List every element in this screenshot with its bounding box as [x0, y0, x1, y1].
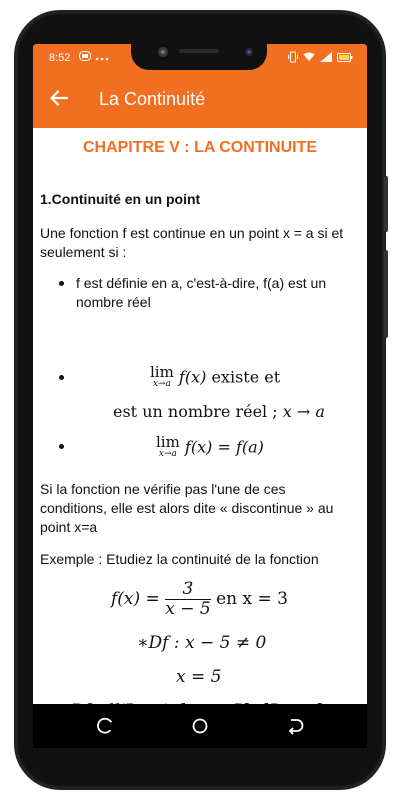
bullet-item-2-line-2	[113, 402, 325, 421]
example-heading: Exemple : Etudiez la continuité de la fonction	[40, 551, 319, 567]
equation-x-equals-5: x = 5	[176, 667, 222, 687]
back-button[interactable]	[45, 86, 73, 114]
battery-icon	[337, 53, 353, 65]
bullet-item-2-line-1	[150, 363, 281, 390]
recent-apps-icon[interactable]	[95, 716, 115, 736]
home-icon[interactable]	[190, 716, 210, 736]
camera-notch	[131, 44, 267, 70]
intro-paragraph: Une fonction f est continue en un point x = a si et seulement si :	[40, 225, 344, 260]
power-button	[384, 176, 388, 232]
real-number-text: est un nombre réel ;	[113, 402, 278, 421]
chapter-title: CHAPITRE V : LA CONTINUITE	[82, 139, 318, 156]
bullet-marker	[59, 375, 67, 383]
status-left-icons	[79, 51, 109, 64]
wifi-icon	[303, 52, 315, 65]
screen	[33, 44, 367, 748]
system-nav-bar	[33, 704, 367, 748]
function-fx: f(x)	[184, 437, 213, 457]
equation-domain-condition: ∗Df : x − 5 ≠ 0	[137, 633, 267, 653]
function-fx: f(x)	[178, 367, 207, 387]
exists-text: existe et	[211, 367, 281, 387]
fraction-numerator: 3	[165, 580, 210, 600]
discontinuity-paragraph: Si la fonction ne vérifie pas l'une de ces conditions, elle est alors dite « discontinue » au point x=a	[40, 481, 334, 535]
bullet-item-3	[156, 433, 264, 460]
notification-badge-icon	[79, 51, 91, 64]
eq1-lhs: f(x) =	[111, 589, 160, 609]
fraction	[165, 580, 210, 619]
status-right-icons	[288, 51, 353, 66]
arrow-back-icon	[50, 90, 68, 111]
limit-operator: lim x→a	[150, 363, 174, 389]
vibrate-icon	[288, 51, 298, 66]
status-time: 8:52	[49, 52, 71, 64]
section-heading: 1.Continuité en un point	[40, 191, 201, 207]
equation-fx-definition	[111, 580, 288, 619]
more-dots-icon	[95, 52, 109, 64]
volume-button	[384, 250, 388, 338]
status-bar	[33, 44, 367, 72]
x-to-a: x → a	[282, 402, 325, 421]
bullet-marker	[59, 281, 67, 289]
lesson-content[interactable]	[33, 128, 367, 704]
back-icon[interactable]	[285, 716, 305, 736]
signal-icon	[320, 52, 332, 65]
bullet-item-1: f est définie en a, c'est-à-dire, f(a) est un nombre réel	[76, 275, 327, 310]
app-bar	[33, 72, 367, 128]
limit-operator: lim x→a	[156, 433, 180, 459]
page-title: La Continuité	[99, 89, 206, 109]
bullet-marker	[59, 444, 67, 452]
eq1-rhs: en x = 3	[216, 589, 288, 609]
equals-fa: = f(a)	[217, 437, 264, 457]
fraction-denominator: x − 5	[165, 599, 211, 619]
